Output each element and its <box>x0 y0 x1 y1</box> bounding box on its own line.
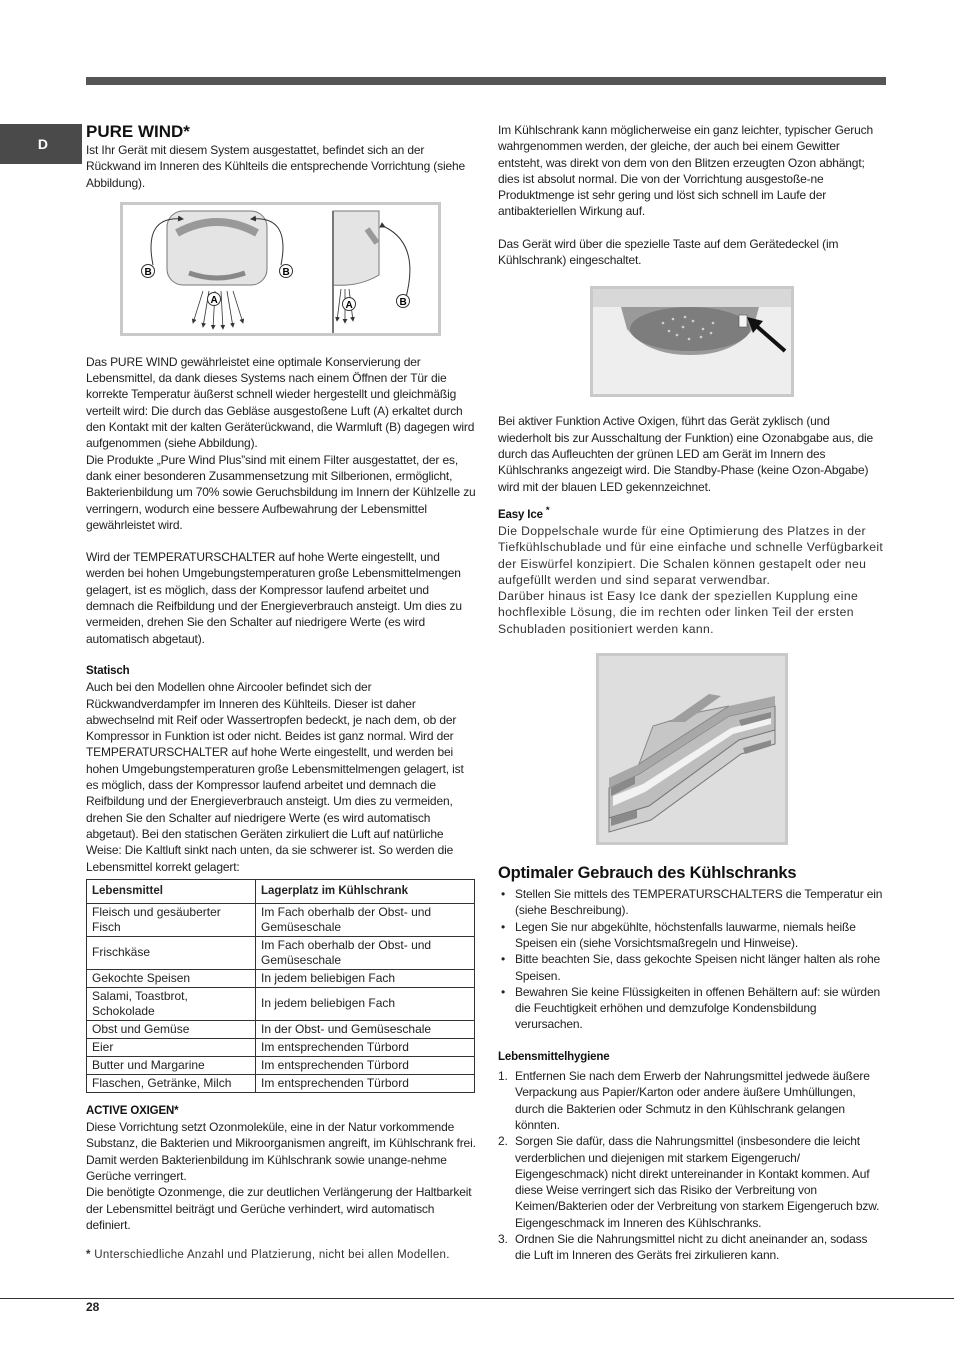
table-row <box>87 1038 475 1056</box>
label-b-side: B <box>399 296 407 308</box>
label-b-right: B <box>282 266 290 278</box>
list-item <box>498 1231 886 1264</box>
list-item: • Bewahren Sie keine Flüssigkeiten in offenen Behältern auf: sie würden die Feuchtigkeit erhöhen und demzufolge Kondensbildung verursachen. <box>498 984 886 1033</box>
table-row <box>87 969 475 987</box>
table-cell-place: Im Fach oberhalb der Obst- und Gemüseschale <box>256 936 475 969</box>
easy-ice-para1: Die Doppelschale wurde für eine Optimierung des Platzes in der Tiefkühlschublade und für eine einfache und schnelle Verfügbarkeit der Eiswürfel konzipiert. Die Schalen können gestapelt oder neu aufgefüllt werden und sind separat verwendbar. <box>498 523 884 587</box>
pure-wind-para2: Die Produkte „Pure Wind Plus”sind mit einem Filter ausgestattet, der es, dank einer besonderen Zusammensetzung mit Silberionen, ermöglicht, Bakterienbildung um 70% sowie Geruchsbildung im Innern der Kühlzelle zu verringern, wodurch eine bessere Aufbewahrung der Lebensmittel gewährleistet wird. <box>86 452 476 532</box>
label-b-left: B <box>144 266 152 278</box>
list-item <box>498 1133 886 1231</box>
list-item: • Bitte beachten Sie, dass gekochte Speisen nicht länger halten als rohe Speisen. <box>498 951 886 984</box>
storage-table <box>86 879 475 1093</box>
table-header-place: Lagerplatz im Kühlschrank <box>256 879 475 903</box>
footnote-text: Unterschiedliche Anzahl und Platzierung, nicht bei allen Modellen. <box>94 1249 450 1262</box>
statisch-title: Statisch <box>86 664 130 677</box>
list-item: • Legen Sie nur abgekühlte, höchstenfalls lauwarme, niemals heiße Speisen ein (siehe Vorsichtsmaßregeln und Hinweise). <box>498 919 886 952</box>
footnote <box>86 1247 476 1263</box>
table-row <box>87 903 475 936</box>
language-tab <box>0 124 82 164</box>
label-a-side: A <box>345 299 353 311</box>
table-row <box>87 1020 475 1038</box>
statisch-text: Auch bei den Modellen ohne Aircooler befindet sich der Rückwandverdampfer im Inneren des Kühlteils. Dieser ist daher abwechselnd mit Reif oder Wassertropfen bedeckt, je nach dem, ob der Kompressor in Funktion ist oder nicht. Beides ist ganz normal. Wird der TEMPERATURSCHALTER auf hohe Werte eingestellt, und werden bei hohen Umgebungstemperaturen große Lebensmittelmengen gelagert, ist es möglich, dass der Kompressor laufend arbeitet und demnach die Reifbildung und der Energieverbrauch ansteigt. Um dies zu vermeiden, drehen Sie den Schalter auf niedrigere Werte (es wird automatisch abgetaut). Bei den statischen Geräten zirkuliert die Luft auf natürliche Weise: Die Kaltluft sinkt nach unten, da sie schwerer ist. So werden die Lebensmittel korrekt gelagert: <box>86 680 464 874</box>
easy-ice-star: * <box>545 504 550 516</box>
easy-ice-title <box>498 503 886 523</box>
table-cell-food: Salami, Toastbrot, Schokolade <box>87 987 256 1020</box>
ozone-para1: Im Kühlschrank kann möglicherweise ein ganz leichter, typischer Geruch wahrgenommen werden, der gleiche, der auch bei einem Gewitter entsteht, was direkt von dem von den Blitzen erzeugten Ozon abhängt; dies ist absolut normal. Die von der Vorrichtung ausgestoße-ne Produktmenge ist sehr gering und löst sich schnell im Laufe der antibakteriellen Wirkung auf. <box>498 123 874 219</box>
pure-wind-intro: Ist Ihr Gerät mit diesem System ausgestattet, befindet sich an der Rückwand im Inneren des Kühlteils die entsprechende Vorrichtung (siehe Abbildung). <box>86 143 466 190</box>
pure-wind-para1: Das PURE WIND gewährleistet eine optimale Konservierung der Lebensmittel, da dank dieses Systems nach einem Öffnen der Tür die korrekte Temperatur äußerst schnell wieder hergestellt und gleichmäßig verteilt wird: Die durch das Gebläse ausgestoßene Luft (A) erkaltet durch den Kontakt mit der kalten Geräterückwand, die Warmluft (B) dagegen wird aufgenommen (siehe Abbildung). <box>86 354 475 451</box>
table-header-row <box>87 879 475 903</box>
table-cell-place: Im entsprechenden Türbord <box>256 1038 475 1056</box>
easy-ice-para2: Darüber hinaus ist Easy Ice dank der speziellen Kupplung eine hochflexible Lösung, die im rechten oder linken Teil der ersten Schubladen positioniert werden kann. <box>498 589 859 636</box>
ozone-para3: Bei aktiver Funktion Active Oxigen, führt das Gerät zyklisch (und wiederholt bis zur Ausschaltung der Funktion) eine Ozonabgabe aus, die durch das Aufleuchten der grünen LED am Gerät im Innern des Kühlschranks angezeigt wird. Die Standby-Phase (keine Ozon-Abgabe) wird mit der blauen LED gekennzeichnet. <box>498 414 874 494</box>
table-cell-food: Fleisch und gesäuberter Fisch <box>87 903 256 936</box>
language-tab-label: D <box>37 136 48 152</box>
table-cell-food: Frischkäse <box>87 936 256 969</box>
table-cell-food: Obst und Gemüse <box>87 1020 256 1038</box>
bottom-rule <box>0 1298 954 1299</box>
easy-ice-photo <box>596 653 788 845</box>
table-cell-food: Gekochte Speisen <box>87 969 256 987</box>
list-item: • Stellen Sie mittels des TEMPERATURSCHALTERS die Temperatur ein (siehe Beschreibung). <box>498 886 886 919</box>
list-text: Ordnen Sie die Nahrungsmittel nicht zu dicht aneinander an, sodass die Luft im Inneren des Geräts frei zirkulieren kann. <box>515 1232 868 1263</box>
pure-wind-title: PURE WIND* <box>86 122 190 141</box>
hygiene-title: Lebensmittelhygiene <box>498 1050 610 1063</box>
page-number: 28 <box>86 1300 100 1314</box>
table-cell-food: Eier <box>87 1038 256 1056</box>
table-cell-place: In jedem beliebigen Fach <box>256 987 475 1020</box>
optimal-use-list <box>498 886 886 1033</box>
table-cell-place: Im Fach oberhalb der Obst- und Gemüseschale <box>256 903 475 936</box>
top-rule <box>86 77 886 85</box>
table-cell-food: Flaschen, Getränke, Milch <box>87 1074 256 1092</box>
active-oxigen-device-photo <box>590 286 794 397</box>
pure-wind-diagram <box>123 205 438 333</box>
table-cell-place: In der Obst- und Gemüseschale <box>256 1020 475 1038</box>
list-item <box>498 1068 886 1133</box>
table-cell-place: Im entsprechenden Türbord <box>256 1074 475 1092</box>
easy-ice-title-text: Easy Ice <box>498 508 543 521</box>
table-row <box>87 1074 475 1092</box>
left-column <box>86 122 476 1263</box>
ozone-device-illustration <box>593 289 791 394</box>
easy-ice-tray-illustration <box>599 656 785 842</box>
pure-wind-figure <box>120 202 441 336</box>
table-row <box>87 1056 475 1074</box>
ozone-para2: Das Gerät wird über die spezielle Taste auf dem Gerätedeckel (im Kühlschrank) eingeschaltet. <box>498 236 839 268</box>
hygiene-list <box>498 1068 886 1264</box>
pure-wind-para3: Wird der TEMPERATURSCHALTER auf hohe Werte eingestellt, und werden bei hohen Umgebungstemperaturen große Lebensmittelmengen gelagert, ist es möglich, dass der Kompressor laufend arbeitet und demnach die Reifbildung und der Energieverbrauch ansteigt. Um dies zu vermeiden, drehen Sie den Schalter auf niedrigere Werte (es wird automatisch abgetaut). <box>86 550 462 646</box>
active-oxigen-title: ACTIVE OXIGEN* <box>86 1104 179 1117</box>
table-cell-food: Butter und Margarine <box>87 1056 256 1074</box>
footnote-star: * <box>86 1249 91 1262</box>
list-text: Sorgen Sie dafür, dass die Nahrungsmittel (insbesondere die leicht verderblichen und diejenigen mit starkem Eigengeruch/ Eigengeschmack) nicht direkt untereinander in Kontakt kommen. Auf diese Weise verringert sich das Risiko der Verbreitung von Keimen/Bakterien oder der Verbreitung von starkem Eigengeruch bzw. Eigengeschmack im Inneren des Kühlschranks. <box>515 1134 880 1230</box>
active-oxigen-para1: Diese Vorrichtung setzt Ozonmoleküle, eine in der Natur vorkommende Substanz, die Bakterien und Mikroorganismen angreift, im Kühlschrank frei. Damit werden Bakterienbildung im Kühlschrank sowie unange-nehme Gerüche verringert. <box>86 1120 476 1183</box>
table-cell-place: In jedem beliebigen Fach <box>256 969 475 987</box>
list-number: 1. <box>498 1069 508 1084</box>
list-text: Entfernen Sie nach dem Erwerb der Nahrungsmittel jedwede äußere Verpackung aus Papier/Karton oder andere äußere Umhüllungen, durch die Bakterien oder Schmutz in den Kühlschrank gelangen könnten. <box>515 1069 870 1132</box>
table-cell-place: Im entsprechenden Türbord <box>256 1056 475 1074</box>
table-row <box>87 987 475 1020</box>
right-column <box>498 122 886 1264</box>
active-oxigen-para2: Die benötigte Ozonmenge, die zur deutlichen Verlängerung der Haltbarkeit der Lebensmittel beiträgt und Gerüche verhindert, wird automatisch definiert. <box>86 1185 472 1232</box>
list-number: 3. <box>498 1232 508 1246</box>
optimal-use-title: Optimaler Gebrauch des Kühlschranks <box>498 864 797 883</box>
table-row <box>87 936 475 969</box>
list-number: 2. <box>498 1134 508 1149</box>
table-header-food: Lebensmittel <box>87 879 256 903</box>
label-a-front: A <box>210 294 218 306</box>
